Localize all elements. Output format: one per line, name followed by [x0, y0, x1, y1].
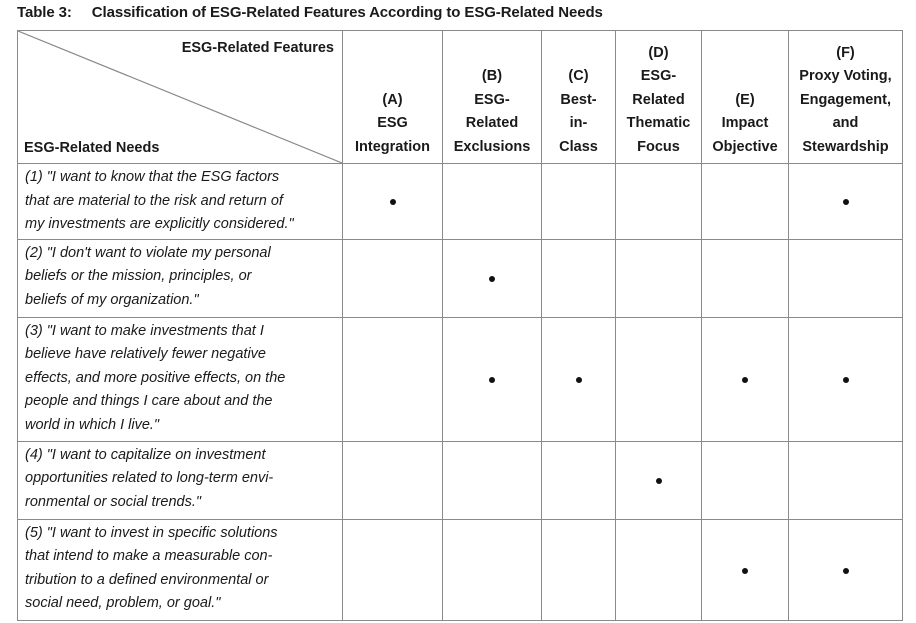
column-header-line: Objective: [712, 138, 778, 155]
column-header-line: Impact: [721, 115, 769, 131]
table-row: [18, 317, 903, 441]
bullet-mark-icon: [489, 377, 495, 383]
column-header-line: (A): [382, 91, 403, 108]
column-header-line: Integration: [355, 138, 430, 155]
table-caption: [17, 4, 603, 21]
table-row: [18, 239, 903, 317]
need-cell: [18, 519, 343, 620]
column-header: [542, 31, 616, 164]
need-text-line: people and things I care about and the: [25, 393, 273, 409]
table-row: [18, 441, 903, 519]
mark-cell: [702, 519, 789, 620]
mark-cell: [789, 164, 903, 240]
needs-axis-label: ESG-Related Needs: [24, 140, 160, 156]
bullet-mark-icon: [656, 478, 662, 484]
mark-cell: [343, 317, 443, 441]
classification-table: [17, 30, 903, 621]
need-text-line: (2) "I don't want to violate my personal: [25, 244, 271, 261]
mark-cell: [789, 519, 903, 620]
column-header: [702, 31, 789, 164]
column-header-line: Exclusions: [453, 138, 531, 155]
mark-cell: [443, 239, 542, 317]
header-row: [18, 31, 903, 164]
mark-cell: [542, 519, 616, 620]
mark-cell: [443, 519, 542, 620]
need-text-line: (5) "I want to invest in specific solutions: [25, 524, 278, 541]
need-text-line: beliefs of my organization.": [25, 291, 199, 308]
need-text-line: tribution to a defined environmental or: [25, 571, 269, 588]
column-header-line: in-: [569, 115, 588, 131]
mark-cell: [343, 519, 443, 620]
column-header-line: ESG: [377, 115, 408, 131]
mark-cell: [443, 317, 542, 441]
bullet-mark-icon: [742, 377, 748, 383]
mark-cell: [789, 317, 903, 441]
column-header-line: Stewardship: [802, 138, 889, 155]
table-row: [18, 164, 903, 240]
column-header-line: (B): [481, 68, 503, 84]
mark-cell: [343, 239, 443, 317]
mark-cell: [542, 441, 616, 519]
mark-cell: [702, 317, 789, 441]
need-cell: [18, 441, 343, 519]
column-header-line: Proxy Voting,: [799, 68, 892, 84]
table-row: [18, 519, 903, 620]
column-header-line: (E): [735, 91, 755, 108]
mark-cell: [542, 317, 616, 441]
mark-cell: [343, 441, 443, 519]
column-header: [789, 31, 903, 164]
bullet-mark-icon: [489, 276, 495, 282]
column-header-line: ESG-: [474, 91, 510, 108]
mark-cell: [616, 164, 702, 240]
column-header-line: ESG-: [640, 68, 677, 84]
need-text-line: my investments are explicitly considered.": [25, 216, 294, 232]
column-header-line: (D): [648, 44, 669, 61]
column-header-line: Class: [559, 138, 598, 155]
table-number: Table 3:: [17, 4, 72, 21]
bullet-mark-icon: [843, 377, 849, 383]
column-header-line: Best-: [560, 91, 597, 108]
need-text-line: beliefs or the mission, principles, or: [25, 268, 252, 284]
column-header-line: Focus: [637, 138, 680, 155]
mark-cell: [443, 164, 542, 240]
need-text-line: that intend to make a measurable con-: [25, 548, 273, 564]
column-header-line: (C): [568, 68, 589, 84]
need-text-line: effects, and more positive effects, on the: [25, 369, 286, 386]
column-header-line: Thematic: [626, 115, 691, 131]
need-text-line: world in which I live.": [25, 416, 160, 433]
column-header-line: Related: [465, 115, 519, 131]
need-text-line: social need, problem, or goal.": [25, 595, 221, 611]
mark-cell: [443, 441, 542, 519]
mark-cell: [616, 239, 702, 317]
mark-cell: [616, 317, 702, 441]
corner-header-cell: [18, 31, 343, 164]
need-text-line: (1) "I want to know that the ESG factors: [25, 169, 280, 185]
mark-cell: [789, 441, 903, 519]
column-header-line: Related: [632, 91, 685, 108]
column-header: [616, 31, 702, 164]
need-text-line: that are material to the risk and return of: [25, 192, 283, 209]
table-title: Classification of ESG-Related Features According to ESG-Related Needs: [91, 4, 603, 21]
mark-cell: [702, 239, 789, 317]
table-body: [18, 164, 903, 621]
bullet-mark-icon: [742, 568, 748, 574]
need-cell: [18, 239, 343, 317]
need-text-line: opportunities related to long-term envi-: [25, 470, 274, 486]
mark-cell: [702, 164, 789, 240]
need-text-line: believe have relatively fewer negative: [25, 346, 266, 362]
need-text-line: (4) "I want to capitalize on investment: [25, 446, 266, 463]
need-text-line: (3) "I want to make investments that I: [25, 322, 264, 339]
bullet-mark-icon: [390, 199, 396, 205]
mark-cell: [343, 164, 443, 240]
column-header-line: Engagement,: [799, 91, 892, 108]
need-text-line: ronmental or social trends.": [25, 493, 202, 510]
column-header: [343, 31, 443, 164]
column-header: [443, 31, 542, 164]
bullet-mark-icon: [576, 377, 582, 383]
need-cell: [18, 164, 343, 240]
bullet-mark-icon: [843, 568, 849, 574]
mark-cell: [542, 164, 616, 240]
mark-cell: [616, 519, 702, 620]
mark-cell: [789, 239, 903, 317]
column-header-line: and: [832, 115, 859, 131]
mark-cell: [702, 441, 789, 519]
need-cell: [18, 317, 343, 441]
bullet-mark-icon: [843, 199, 849, 205]
mark-cell: [616, 441, 702, 519]
column-header-line: (F): [836, 44, 855, 61]
features-axis-label: ESG-Related Features: [181, 40, 334, 56]
mark-cell: [542, 239, 616, 317]
